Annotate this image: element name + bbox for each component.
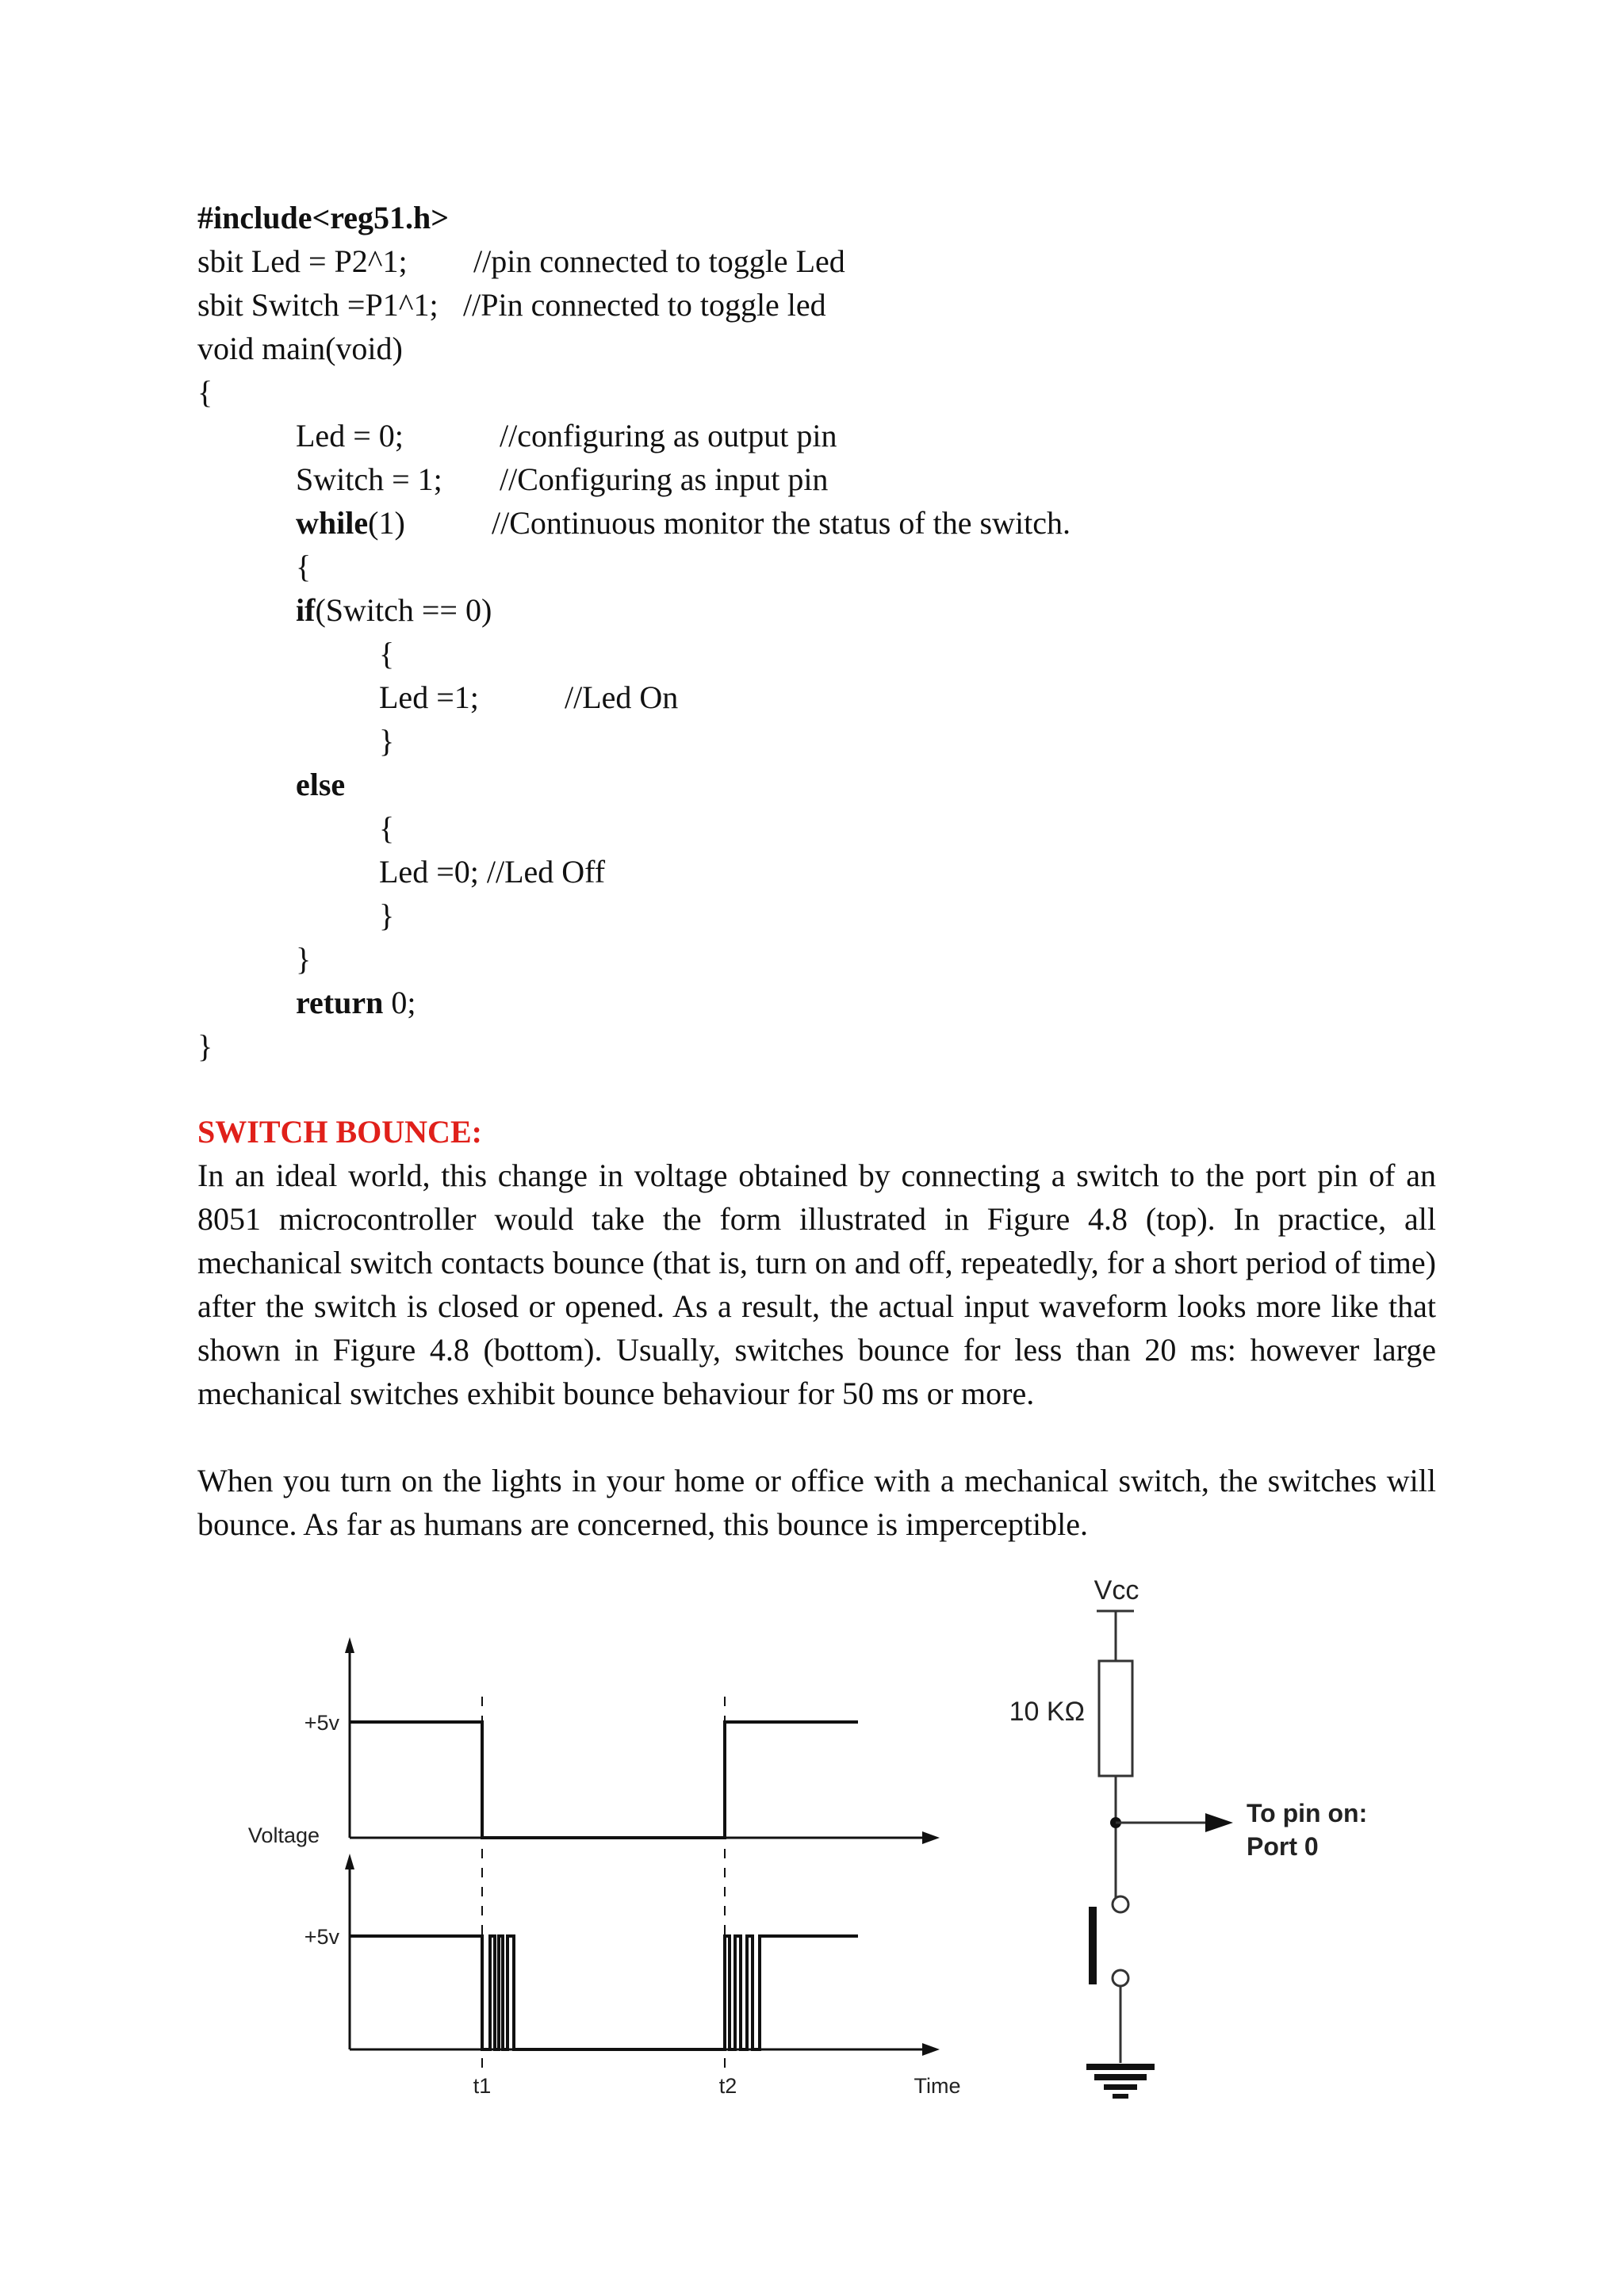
code-main-signature: void main(void) [197,331,403,366]
section-heading: SWITCH BOUNCE: [197,1114,482,1150]
bottom-plus5v-label: +5v [304,1925,339,1949]
code-while-condition: (1) [368,505,405,541]
code-else-keyword: else [296,767,346,802]
voltage-axis-label: Voltage [247,1823,320,1847]
port-label-line1: To pin on: [1247,1799,1368,1827]
ideal-waveform [345,1637,940,1844]
code-while-comment: //Continuous monitor the status of the switch. [492,505,1071,541]
code-led-off: Led =0; //Led Off [379,854,606,890]
vcc-label: Vcc [1094,1575,1139,1605]
switch-lever [1089,1907,1097,1984]
code-switch-init: Switch = 1; [296,461,442,497]
code-led-comment: //pin connected to toggle Led [473,243,845,279]
code-led-on: Led =1; [379,679,479,715]
code-else-open-brace: { [379,810,395,846]
code-if-open-brace: { [379,636,395,672]
bottom-y-axis-arrow [345,1854,354,1869]
code-led-on-comment: //Led On [565,679,679,715]
code-while-open-brace: { [296,549,312,584]
code-switch-decl: sbit Switch =P1^1; [197,287,439,323]
paragraph-lights: When you turn on the lights in your home or office with a mechanical switch, the switches will bounce. As far as humans are concerned, this bounce is imperceptible. [197,1463,1436,1542]
top-y-axis-arrow [345,1637,354,1653]
resistor-symbol [1099,1661,1132,1776]
code-if-keyword: if [296,592,316,628]
top-x-axis-arrow [922,1831,940,1844]
switch-contact-bottom [1113,1970,1128,1986]
code-switch-comment: //Pin connected to toggle led [463,287,826,323]
code-open-brace: { [197,374,213,410]
pullup-circuit [1009,1575,1368,2099]
paragraph-switch-bounce: In an ideal world, this change in voltage obtained by connecting a switch to the port pin of an 8051 microcontroller would take the form illustrated in Figure 4.8 (top). In practice, all mechanical switch contacts bounce (that is, turn on and off, repeatedly, for a short period of time) after the switch is closed or opened. As a result, the actual input waveform looks more like that shown in Figure 4.8 (bottom). Usually, switches bounce for less than 20 ms: however large mechanical switches exhibit bounce behaviour for 50 ms or more. [197,1158,1436,1411]
code-while-keyword: while [296,505,369,541]
code-led-init-comment: //configuring as output pin [500,418,837,453]
resistor-label: 10 KΩ [1009,1697,1085,1727]
code-return-keyword: return [296,985,384,1020]
bounce-waveform [345,1854,940,2056]
ideal-signal-line [350,1722,858,1838]
code-switch-init-comment: //Configuring as input pin [500,461,829,497]
port-label-line2: Port 0 [1247,1832,1319,1861]
switch-contact-top [1113,1896,1128,1912]
code-if-close-brace: } [379,723,395,759]
code-led-decl: sbit Led = P2^1; [197,243,408,279]
code-close-brace: } [197,1028,213,1064]
code-led-init: Led = 0; [296,418,404,453]
code-if-condition: (Switch == 0) [315,592,492,628]
code-include: #include<reg51.h> [197,200,450,235]
code-else-close-brace: } [379,897,395,933]
top-plus5v-label: +5v [304,1711,339,1735]
ground-icon [1086,2064,1155,2099]
bounce-signal-line [350,1936,858,2049]
t1-label: t1 [473,2074,492,2098]
time-axis-label: Time [914,2074,961,2098]
port-arrow [1205,1813,1233,1832]
t2-label: t2 [718,2074,737,2098]
code-return-value: 0; [383,985,416,1020]
code-while-close-brace: } [296,941,312,977]
bottom-x-axis-arrow [922,2043,940,2056]
